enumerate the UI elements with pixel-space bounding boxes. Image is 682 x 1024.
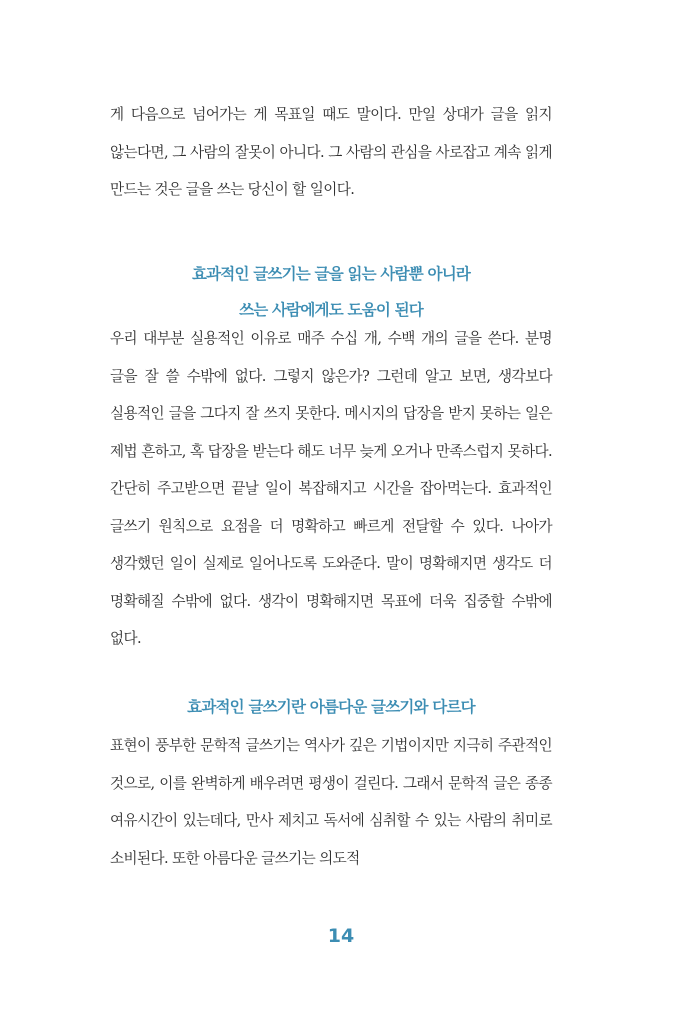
body-paragraph-1: 게 다음으로 넘어가는 게 목표일 때도 말이다. 만일 상대가 글을 읽지 않는다면, 그 사람의 잘못이 아니다. 그 사람의 관심을 사로잡고 계속 읽게 만드는 것은 글을 쓰는 당신이 할 일이다.: [110, 106, 552, 198]
body-paragraph-3: 표현이 풍부한 문학적 글쓰기는 역사가 깊은 기법이지만 지극히 주관적인 것으로, 이를 완벽하게 배우려면 평생이 걸린다. 그래서 문학적 글은 종종 여유시간이 있는데다, 만사 제치고 독서에 심취할 수 있는 사람의 취미로 소비된다. 또한 아름다운 글쓰기는 의도적: [110, 737, 552, 867]
body-paragraph-2: 우리 대부분 실용적인 이유로 매주 수십 개, 수백 개의 글을 쓴다. 분명 글을 잘 쓸 수밖에 없다. 그렇지 않은가? 그런데 알고 보면, 생각보다 실용적인 글을 그다지 잘 쓰지 못한다. 메시지의 답장을 받지 못하는 일은 제법 흔하고, 혹 답장을 받는다 해도 너무 늦게 오거나 만족스럽지 못하다. 간단히 주고받으면 끝날 일이 복잡해지고 시간을 잡아먹는다. 효과적인 글쓰기 원칙으로 요점을 더 명확하고 빠르게 전달할 수 있다. 나아가 생각했던 일이 실제로 일어나도록 도와준다. 말이 명확해지면 생각도 더 명확해질 수밖에 없다. 생각이 명확해지면 목표에 더욱 집중할 수밖에 없다.: [110, 330, 552, 647]
section-heading-1-line-1: 효과적인 글쓰기는 글을 읽는 사람뿐 아니라: [191, 265, 471, 283]
section-heading-1: [110, 256, 552, 328]
section-heading-2: [110, 689, 552, 725]
section-heading-2-line-1: 효과적인 글쓰기란 아름다운 글쓰기와 다르다: [187, 698, 475, 716]
section-heading-1-line-2: 쓰는 사람에게도 도움이 된다: [239, 301, 423, 319]
page-number: 14: [327, 925, 355, 947]
